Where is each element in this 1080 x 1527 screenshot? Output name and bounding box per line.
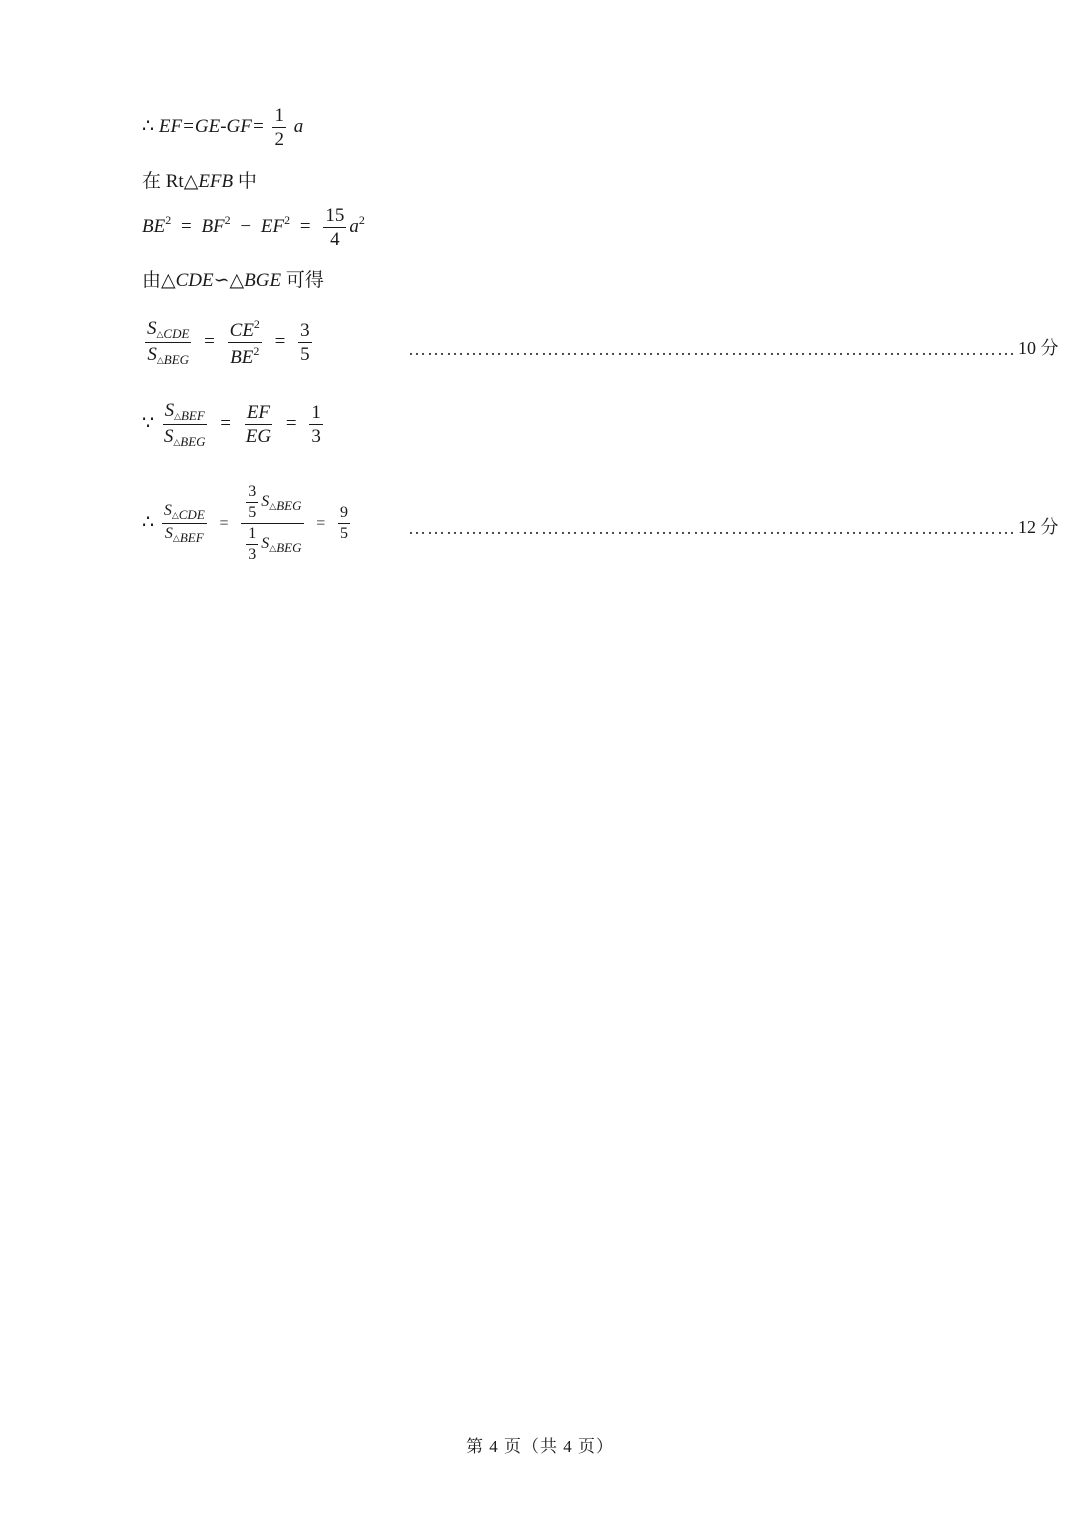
exponent: 2 bbox=[358, 212, 365, 227]
page-footer: 第 4 页（共 4 页） bbox=[466, 1437, 614, 1456]
triangle-cde: CDE bbox=[175, 270, 214, 291]
subscript: BEG bbox=[276, 498, 302, 514]
term-bf: BF bbox=[201, 215, 225, 237]
fraction-numerator bbox=[228, 318, 262, 343]
fraction-denominator bbox=[241, 524, 303, 563]
score-points: 12 分 bbox=[1018, 517, 1059, 537]
score-marker-10 bbox=[408, 334, 1059, 360]
fraction-denominator: 5 bbox=[300, 344, 310, 365]
subscript: BEG bbox=[180, 434, 206, 449]
step-ef-equals-half-a bbox=[142, 106, 303, 149]
triangle-mark: △ bbox=[269, 543, 277, 554]
line-suffix: 中 bbox=[233, 171, 257, 192]
fraction-numerator: EF bbox=[246, 402, 271, 423]
fraction-numerator bbox=[241, 484, 303, 524]
term-be: BE bbox=[230, 347, 254, 368]
step-similar-triangles bbox=[142, 271, 324, 290]
fraction-numerator: 15 bbox=[325, 205, 345, 226]
equals-sign: = bbox=[180, 215, 192, 237]
triangle-mark: △ bbox=[156, 355, 164, 365]
fraction-denominator bbox=[145, 343, 191, 366]
fraction-area-ratio bbox=[162, 503, 207, 544]
equals-sign: = bbox=[220, 412, 232, 434]
therefore-symbol: ∴ bbox=[142, 115, 155, 137]
fraction-numerator bbox=[162, 503, 207, 524]
line-prefix: 在 Rt△ bbox=[142, 171, 199, 192]
fraction-fifteen-fourths bbox=[323, 206, 346, 249]
step-area-ratio-cde-beg bbox=[142, 318, 315, 367]
fraction-denominator: 2 bbox=[274, 129, 284, 150]
step-be-squared bbox=[142, 206, 365, 249]
fraction-denominator: 5 bbox=[340, 525, 349, 542]
fraction-one-half bbox=[272, 106, 286, 149]
fraction-denominator: EG bbox=[245, 426, 272, 447]
triangle-mark: △ bbox=[269, 501, 277, 512]
fraction-three-fifths bbox=[298, 321, 312, 364]
fraction-three-fifths bbox=[246, 484, 258, 521]
ef-expression: EF=GE-GF= bbox=[158, 115, 265, 137]
dot-leader: …………………………………………………………………………………… bbox=[408, 518, 1016, 538]
equals-sign: = bbox=[285, 412, 297, 434]
fraction-denominator: 3 bbox=[248, 546, 257, 563]
equals-sign: = bbox=[316, 514, 326, 532]
fraction-nine-fifths bbox=[338, 505, 350, 542]
fraction-denominator bbox=[162, 425, 208, 448]
subscript: CDE bbox=[178, 507, 205, 522]
fraction-denominator: 5 bbox=[248, 504, 257, 521]
fraction-ef-eg bbox=[244, 403, 273, 446]
fraction-numerator: 1 bbox=[274, 105, 284, 126]
fraction-numerator: 1 bbox=[246, 526, 258, 545]
triangle-mark: △ bbox=[172, 533, 180, 543]
line-suffix: 可得 bbox=[281, 270, 324, 291]
because-symbol: ∵ bbox=[142, 412, 155, 434]
exponent: 2 bbox=[253, 317, 260, 331]
therefore-symbol: ∴ bbox=[142, 511, 155, 533]
fraction-area-ratio bbox=[145, 319, 191, 366]
fraction-ce-be-squared bbox=[228, 318, 262, 367]
fraction-numerator: 3 bbox=[300, 320, 310, 341]
area-symbol: S bbox=[147, 344, 157, 365]
fraction-denominator: 4 bbox=[330, 229, 340, 250]
fraction-denominator bbox=[228, 343, 261, 367]
triangle-mark: △ bbox=[171, 510, 179, 520]
fraction-one-third bbox=[309, 403, 323, 446]
dot-leader: …………………………………………………………………………………… bbox=[408, 339, 1016, 359]
step-area-ratio-bef-beg bbox=[142, 401, 326, 448]
score-marker-12 bbox=[408, 513, 1059, 539]
minus-sign: − bbox=[240, 215, 252, 237]
subscript: BEG bbox=[163, 352, 190, 367]
fraction-numerator bbox=[145, 319, 191, 343]
step-final-ratio bbox=[142, 484, 353, 563]
variable-a: a bbox=[293, 115, 304, 137]
triangle-mark: △ bbox=[173, 437, 181, 447]
equals-sign: = bbox=[274, 330, 286, 352]
area-symbol: S bbox=[147, 318, 157, 339]
fraction-numerator: 1 bbox=[311, 402, 321, 423]
exponent: 2 bbox=[253, 344, 260, 358]
equals-sign: = bbox=[219, 514, 229, 532]
triangle-name: EFB bbox=[198, 171, 234, 192]
exponent: 2 bbox=[284, 212, 291, 227]
line-prefix: 由△ bbox=[142, 270, 176, 291]
term-ce: CE bbox=[229, 320, 254, 341]
fraction-denominator bbox=[163, 524, 206, 544]
subscript: BEG bbox=[276, 540, 302, 556]
fraction-area-ratio bbox=[162, 401, 208, 448]
area-symbol: S bbox=[164, 525, 173, 542]
compound-fraction bbox=[241, 484, 303, 563]
score-points: 10 分 bbox=[1018, 338, 1059, 358]
fraction-numerator: 3 bbox=[246, 484, 258, 503]
area-symbol: S bbox=[164, 400, 175, 421]
exponent: 2 bbox=[224, 212, 231, 227]
triangle-mark: △ bbox=[174, 411, 181, 421]
area-symbol: S bbox=[163, 502, 172, 519]
subscript: BEF bbox=[180, 408, 205, 423]
area-symbol: S bbox=[261, 493, 270, 511]
triangle-mark: △ bbox=[156, 329, 164, 339]
equals-sign: = bbox=[299, 215, 311, 237]
exponent: 2 bbox=[165, 212, 172, 227]
similar-symbol: ∽△ bbox=[213, 270, 245, 291]
fraction-denominator: 3 bbox=[311, 426, 321, 447]
term-ef: EF bbox=[260, 215, 285, 237]
triangle-bge: BGE bbox=[244, 270, 282, 291]
fraction-one-third bbox=[246, 526, 258, 563]
fraction-numerator bbox=[163, 401, 207, 425]
variable-a: a bbox=[349, 215, 359, 237]
term-be: BE bbox=[142, 215, 166, 237]
subscript: CDE bbox=[163, 326, 190, 341]
subscript: BEF bbox=[179, 530, 204, 545]
step-in-right-triangle-efb bbox=[142, 172, 257, 191]
equals-sign: = bbox=[204, 330, 215, 352]
area-symbol: S bbox=[261, 535, 270, 553]
fraction-numerator: 9 bbox=[338, 505, 350, 524]
area-symbol: S bbox=[163, 426, 174, 447]
